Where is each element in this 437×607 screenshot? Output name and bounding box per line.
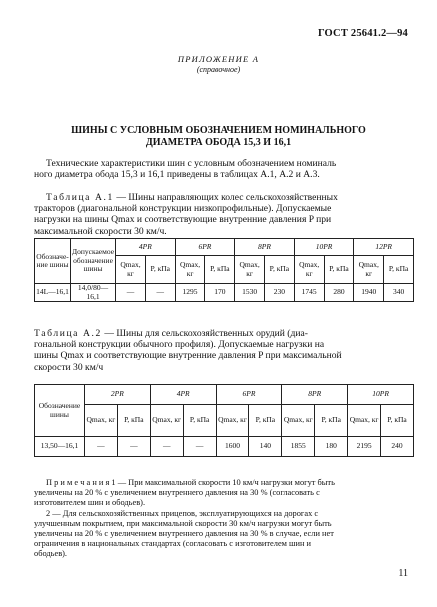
table1-subhead-p: P, кПа bbox=[324, 256, 354, 284]
table2-subhead-q: Qmax, кг bbox=[282, 405, 315, 437]
table1-cell: 1745 bbox=[294, 284, 324, 302]
table2-cell: 240 bbox=[381, 437, 414, 457]
table1-subhead-p: P, кПа bbox=[145, 256, 175, 284]
table2-cell: 13,50—16,1 bbox=[35, 437, 85, 457]
table2-caption-line: шины Qmax и соответствующие внутренние давления P при максимальной bbox=[34, 350, 342, 362]
table2-caption bbox=[34, 328, 416, 373]
note-line: ограничения в национальных стандартах (согласовать с изготовителем шин и bbox=[34, 539, 312, 549]
table2-cell: 1855 bbox=[282, 437, 315, 457]
standard-header: ГОСТ 25641.2—94 bbox=[317, 28, 408, 39]
table1-cell: 1530 bbox=[235, 284, 265, 302]
table1-caption-text: — Шины направляющих колес сельскохозяйственных bbox=[113, 192, 338, 203]
note-line: П р и м е ч а н и я 1 — При максимальной скорости 10 км/ч нагрузки могут быть bbox=[46, 478, 335, 487]
table2-caption-line: гональной конструкции обычного профиля). Допускаемые нагрузки на bbox=[34, 339, 325, 351]
table2-subhead-q: Qmax, кг bbox=[84, 405, 117, 437]
table2-group: 6PR bbox=[216, 385, 282, 405]
table1-cell: 170 bbox=[205, 284, 235, 302]
table1-cell: 340 bbox=[384, 284, 414, 302]
table1-caption-line: максимальной скорости 30 км/ч. bbox=[34, 225, 167, 237]
intro-line: ного диаметра обода 15,3 и 16,1 приведены в таблицах А.1, А.2 и А.3. bbox=[34, 169, 320, 181]
section-title-line: ДИАМЕТРА ОБОДА 15,3 И 16,1 bbox=[145, 137, 292, 148]
table1-caption bbox=[34, 192, 416, 237]
table-row bbox=[35, 437, 414, 457]
table2-group: 10PR bbox=[348, 385, 414, 405]
table1-cell: 14,0/80—16,1 bbox=[70, 284, 115, 302]
table1-cell: 230 bbox=[265, 284, 295, 302]
table2-subhead-q: Qmax, кг bbox=[216, 405, 249, 437]
section-title-line: ШИНЫ С УСЛОВНЫМ ОБОЗНАЧЕНИЕМ НОМИНАЛЬНОГО bbox=[71, 125, 366, 136]
note-line: ободьев). bbox=[34, 549, 68, 559]
note-line: улучшенным покрытием, при максимальной скорости 30 км/ч нагрузки могут быть bbox=[34, 518, 332, 528]
table-row bbox=[35, 284, 414, 302]
notes bbox=[34, 478, 416, 560]
table1-caption-line: тракторов (диагональной конструкции низкопрофильные). Допускаемые bbox=[34, 203, 332, 215]
table1-group: 8PR bbox=[235, 239, 295, 256]
appendix-title: ПРИЛОЖЕНИЕ А bbox=[177, 54, 260, 64]
table2-cell: 140 bbox=[249, 437, 282, 457]
intro-paragraph bbox=[34, 158, 416, 180]
table1-subhead-q: Qmax, кг bbox=[175, 256, 205, 284]
note-line: увеличены на 20 % с увеличением внутреннего давления на 30 % в случае, если нет bbox=[34, 529, 334, 539]
table1-subhead-q: Qmax, кг bbox=[235, 256, 265, 284]
table2-caption-line: скорости 30 км/ч bbox=[34, 361, 104, 373]
table2-cell: — bbox=[150, 437, 183, 457]
table1-group: 12PR bbox=[354, 239, 414, 256]
table1-group: 10PR bbox=[294, 239, 354, 256]
table1-subhead-p: P, кПа bbox=[384, 256, 414, 284]
table2-subhead-p: P, кПа bbox=[117, 405, 150, 437]
table2-subhead-p: P, кПа bbox=[381, 405, 414, 437]
note-line: увеличены на 20 % с увеличением внутреннего давления на 30 % (согласовать с bbox=[34, 488, 320, 498]
table2-subhead-q: Qmax, кг bbox=[348, 405, 381, 437]
table2-subhead-p: P, кПа bbox=[183, 405, 216, 437]
intro-line: Технические характеристики шин с условным обозначением номиналь bbox=[46, 158, 337, 169]
table1-subhead-p: P, кПа bbox=[265, 256, 295, 284]
table2-caption-text: — Шины для сельскохозяйственных орудий (диа- bbox=[101, 328, 308, 339]
table2-cell: — bbox=[117, 437, 150, 457]
table2-head-designation: Обозначение шины bbox=[35, 385, 85, 437]
table2-cell: 1600 bbox=[216, 437, 249, 457]
table2-subhead-p: P, кПа bbox=[315, 405, 348, 437]
table1-subhead-q: Qmax, кг bbox=[294, 256, 324, 284]
table1-cell: 280 bbox=[324, 284, 354, 302]
table1-head-allowed: Допускаемое обозначение шины bbox=[70, 239, 115, 284]
section-title bbox=[0, 125, 437, 149]
table1-cell: — bbox=[116, 284, 146, 302]
table2-cell: 2195 bbox=[348, 437, 381, 457]
table1-label: Таблица А.1 bbox=[46, 192, 114, 203]
table2-cell: 180 bbox=[315, 437, 348, 457]
table1-cell: 1295 bbox=[175, 284, 205, 302]
table1-subhead-p: P, кПа bbox=[205, 256, 235, 284]
table1-cell: — bbox=[145, 284, 175, 302]
table1-cell: 14L—16,1 bbox=[35, 284, 71, 302]
table2-label: Таблица А.2 bbox=[34, 328, 102, 339]
table2-cell: — bbox=[183, 437, 216, 457]
table1-subhead-q: Qmax, кг bbox=[116, 256, 146, 284]
page-number: 11 bbox=[398, 568, 408, 579]
table2-subhead-p: P, кПа bbox=[249, 405, 282, 437]
note-line: изготовителем шин и ободьев). bbox=[34, 498, 146, 508]
table2-subhead-q: Qmax, кг bbox=[150, 405, 183, 437]
table1-group: 6PR bbox=[175, 239, 235, 256]
table1-group: 4PR bbox=[116, 239, 176, 256]
table2-group: 4PR bbox=[150, 385, 216, 405]
table2-group: 8PR bbox=[282, 385, 348, 405]
note-line: 2 — Для сельскохозяйственных прицепов, эксплуатирующихся на дорогах с bbox=[46, 508, 319, 518]
table-a1 bbox=[34, 238, 414, 302]
table2-cell: — bbox=[84, 437, 117, 457]
table1-caption-line: нагрузки на шины Qmax и соответствующие внутренние давления P при bbox=[34, 214, 332, 226]
table1-subhead-q: Qmax, кг bbox=[354, 256, 384, 284]
table1-head-designation: Обозначе- ние шины bbox=[35, 239, 71, 284]
table1-cell: 1940 bbox=[354, 284, 384, 302]
table-a2 bbox=[34, 384, 414, 457]
table2-group: 2PR bbox=[84, 385, 150, 405]
appendix-subtitle: (справочное) bbox=[196, 65, 241, 74]
